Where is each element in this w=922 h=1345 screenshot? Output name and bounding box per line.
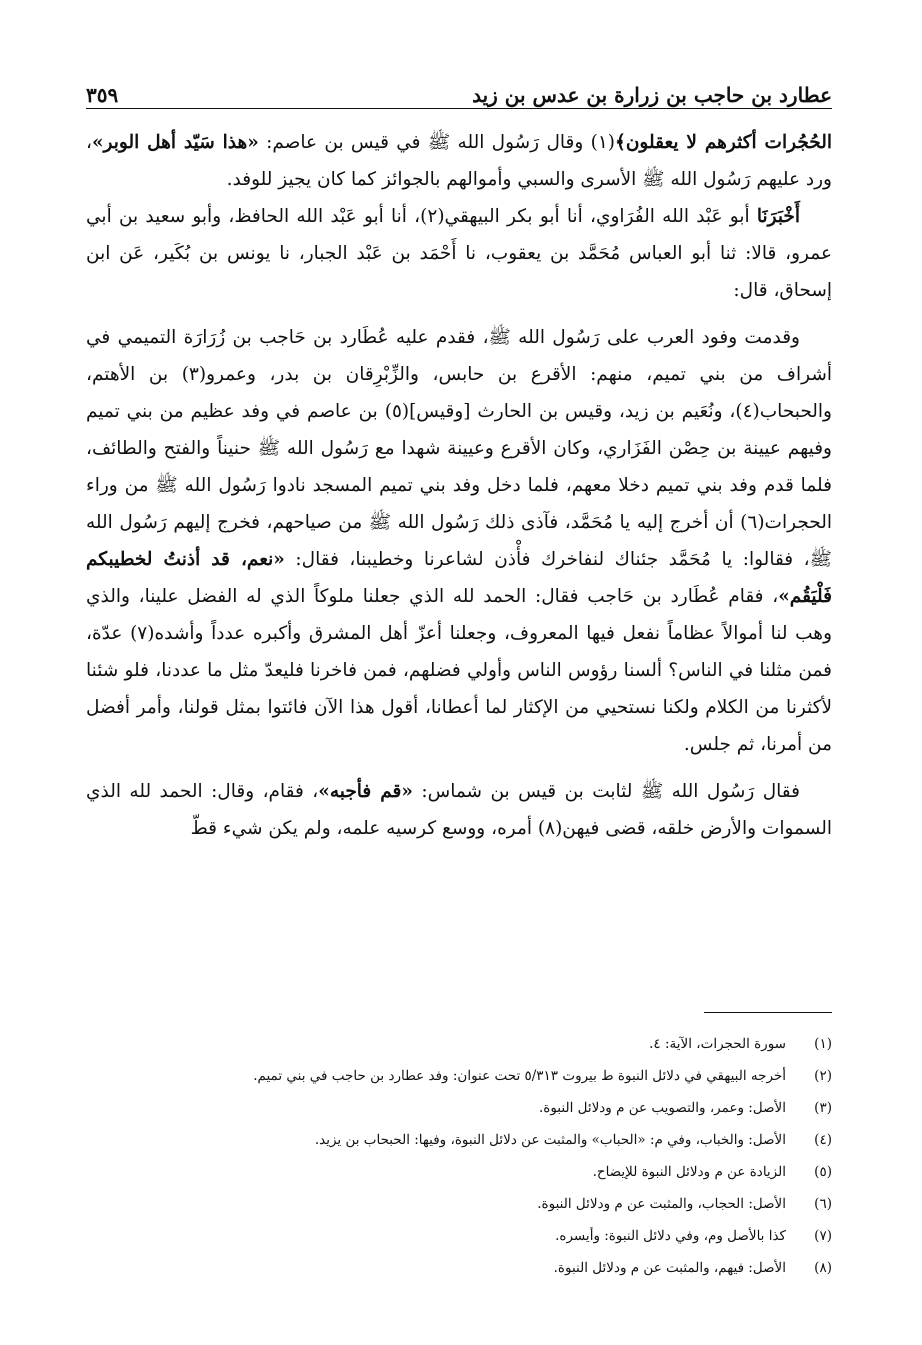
footnote (86, 1124, 832, 1156)
hadith-quote: «هذا سَيّد أهل الوبر» (91, 132, 259, 153)
footnote-text: سورة الحجرات، الآية: ٤. (649, 1036, 786, 1052)
header-rule (86, 108, 832, 109)
quran-quote: الحُجُرات أكثرهم لا يعقلون﴾ (615, 132, 832, 153)
text-span: ، فقام، وقال: الحمد لله الذي السموات والأرض خلقه، قضى فيهن(٨) أمره، ووسع كرسيه علمه، ولم يكن شيء قطّ (86, 781, 832, 839)
footnote-text: كذا بالأصل وم، وفي دلائل النبوة: وأيسره. (555, 1228, 786, 1244)
footnote (86, 1060, 832, 1092)
footnote-text: الأصل: الحجاب، والمثبت عن م ودلائل النبوة. (537, 1196, 786, 1212)
footnote-number: (٦) (814, 1196, 832, 1212)
paragraph-2 (86, 198, 832, 309)
footnote (86, 1156, 832, 1188)
footnote (86, 1188, 832, 1220)
text-span: (١) وقال رَسُول الله ﷺ في قيس بن عاصم: (258, 132, 615, 153)
footnote-number: (٧) (814, 1228, 832, 1244)
text-span: ، فقام عُطَارد بن حَاجب فقال: الحمد لله الذي جعلنا ملوكاً الذي له الفضل علينا، والذي وهب لنا أموالاً عظاماً نفعل فيها المعروف، وجعلنا أعزّ أهل المشرق وأكبره عدداً وأشده(٧) عدّة، فمن مثلنا في الناس؟ ألسنا رؤوس الناس وأولي فضلهم، فمن فاخرنا فليعدّ مثل ما عددنا، فلو شئنا لأكثرنا من الكلام ولكنا نستحيي من الإكثار لما أعطانا، أقول هذا الآن فائتوا بمثل قولنا، وأمر أفضل من أمرنا، ثم جلس. (86, 586, 832, 755)
footnote-number: (٢) (814, 1068, 832, 1084)
footnote (86, 1028, 832, 1060)
footnote-number: (٤) (814, 1132, 832, 1148)
running-title: عطارد بن حاجب بن زرارة بن عدس بن زيد (472, 83, 832, 107)
text-span: ، ورد عليهم رَسُول الله ﷺ الأسرى والسبي وأموالهم بالجوائز كما كان يجيز للوفد. (86, 132, 832, 190)
footnote-text: الأصل: والخباب، وفي م: «الحباب» والمثبت عن دلائل النبوة، وفيها: الحبحاب بن يزيد. (314, 1132, 786, 1148)
paragraph-4 (86, 773, 832, 847)
footnote-number: (٥) (814, 1164, 832, 1180)
footnote (86, 1252, 832, 1284)
paragraph-3 (86, 319, 832, 763)
hadith-quote: «نعم، قد أذنتُ لخطيبكم فَلْيَقُم» (86, 549, 832, 607)
footnotes (86, 1028, 832, 1288)
hadith-quote: «قم فأجبه» (318, 781, 413, 802)
footnote-rule (704, 1012, 832, 1013)
footnote-number: (٨) (814, 1260, 832, 1276)
footnote-text: الأصل: فيهم، والمثبت عن م ودلائل النبوة. (553, 1260, 786, 1276)
page-number: ٣٥٩ (86, 83, 119, 107)
footnote-text: الأصل: وعمر، والتصويب عن م ودلائل النبوة. (538, 1100, 786, 1116)
isnad-opening: أَخْبَرَنَا (756, 206, 800, 227)
paragraph-1 (86, 124, 832, 198)
footnote (86, 1220, 832, 1252)
footnote-number: (١) (814, 1036, 832, 1052)
footnote-text: الزيادة عن م ودلائل النبوة للإيضاح. (592, 1164, 786, 1180)
text-span: وقدمت وفود العرب على رَسُول الله ﷺ، فقدم عليه عُطَارد بن حَاجب بن زُرَارَة التميمي في أشراف من بني تميم، منهم: الأقرع بن حابس، والزِّبْرِقان بن بدر، وعمرو(٣) بن الأهتم، والحبحاب(٤)، ونُعَيم بن زيد، وقيس بن الحارث [وقيس](٥) بن عاصم في وفد عظيم من بني تميم وفيهم عيينة بن حِصْن الفَزَاري، وكان الأقرع وعيينة شهدا مع رَسُول الله ﷺ حنيناً والفتح والطائف، فلما قدم وفد بني تميم دخلا معهم، فلما دخل وفد بني تميم المسجد نادوا رَسُول الله ﷺ من وراء الحجرات(٦) أن أخرج إليه يا مُحَمَّد، فآذى ذلك رَسُول الله ﷺ من صياحهم، فخرج إليهم رَسُول الله ﷺ، فقالوا: يا مُحَمَّد جئناك لنفاخرك فأْذن لشاعرنا وخطيبنا، فقال: (86, 327, 832, 570)
footnote (86, 1092, 832, 1124)
footnote-text: أخرجه البيهقي في دلائل النبوة ط بيروت ٥/٣١٣ تحت عنوان: وفد عطارد بن حاجب في بني تميم. (253, 1068, 786, 1084)
main-text (86, 124, 832, 914)
footnote-number: (٣) (814, 1100, 832, 1116)
text-span: أبو عَبْد الله الفُرَاوي، أنا أبو بكر البيهقي(٢)، أنا أبو عَبْد الله الحافظ، وأبو سعيد بن أبي عمرو، قالا: ثنا أبو العباس مُحَمَّد بن يعقوب، نا أَحْمَد بن عَبْد الجبار، نا يونس بن بُكَير، عَن ابن إسحاق، قال: (86, 206, 832, 301)
text-span: فقال رَسُول الله ﷺ لثابت بن قيس بن شماس: (412, 781, 801, 802)
running-header (86, 72, 832, 108)
